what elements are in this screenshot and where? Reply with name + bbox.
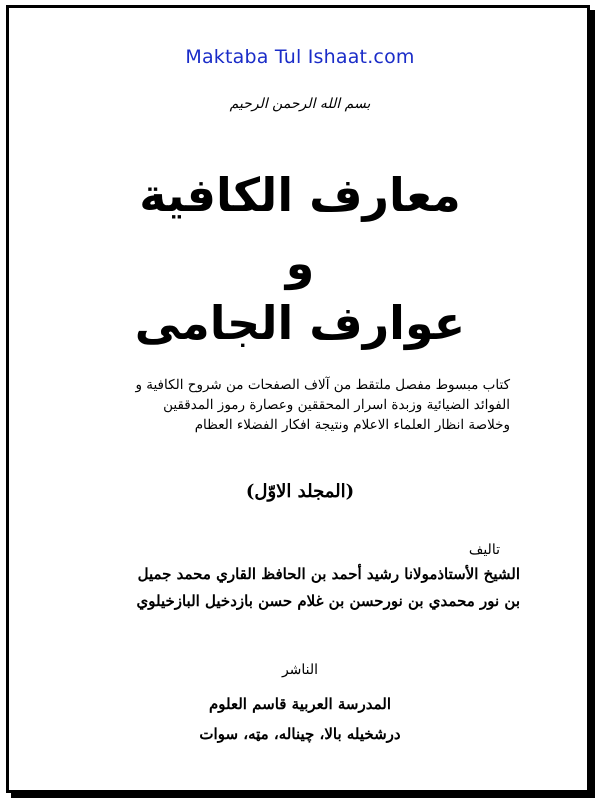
book-title-line-2: عوارف الجامى xyxy=(134,296,466,350)
author-line-2: بن نور محمدي بن نورحسن بن غلام حسن بازدخيل البازخيلوي xyxy=(136,592,520,610)
book-title-line-1: معارف الكافية xyxy=(139,168,461,222)
description-line-1: كتاب مبسوط مفصل ملتقط من آلاف الصفحات من شروح الكافية و xyxy=(135,377,510,393)
volume-label: (المجلد الاوّل) xyxy=(245,481,355,502)
description-line-2: الفوائد الضيائية وزبدة اسرار المحققين وعصارة رموز المدققين xyxy=(163,397,510,413)
publisher-label: الناشر xyxy=(281,662,319,678)
description-line-3: وخلاصة انظار العلماء الاعلام ونتيجة افكار الفضلاء العظام xyxy=(194,417,510,433)
bismillah-calligraphy: بسم الله الرحمن الرحيم xyxy=(229,96,371,112)
author-line-1: الشيخ الأستاذمولانا رشيد أحمد بن الحافظ القاري محمد جميل xyxy=(137,565,520,583)
book-title-conjunction: و xyxy=(285,236,315,290)
watermark-text: Maktaba Tul Ishaat.com xyxy=(185,46,415,68)
publisher-name: المدرسة العربية قاسم العلوم xyxy=(208,695,392,713)
author-label: تاليف xyxy=(468,542,500,558)
publisher-address: درشخيله بالا، چيناله، مټه، سوات xyxy=(199,725,401,743)
book-description xyxy=(90,375,510,435)
